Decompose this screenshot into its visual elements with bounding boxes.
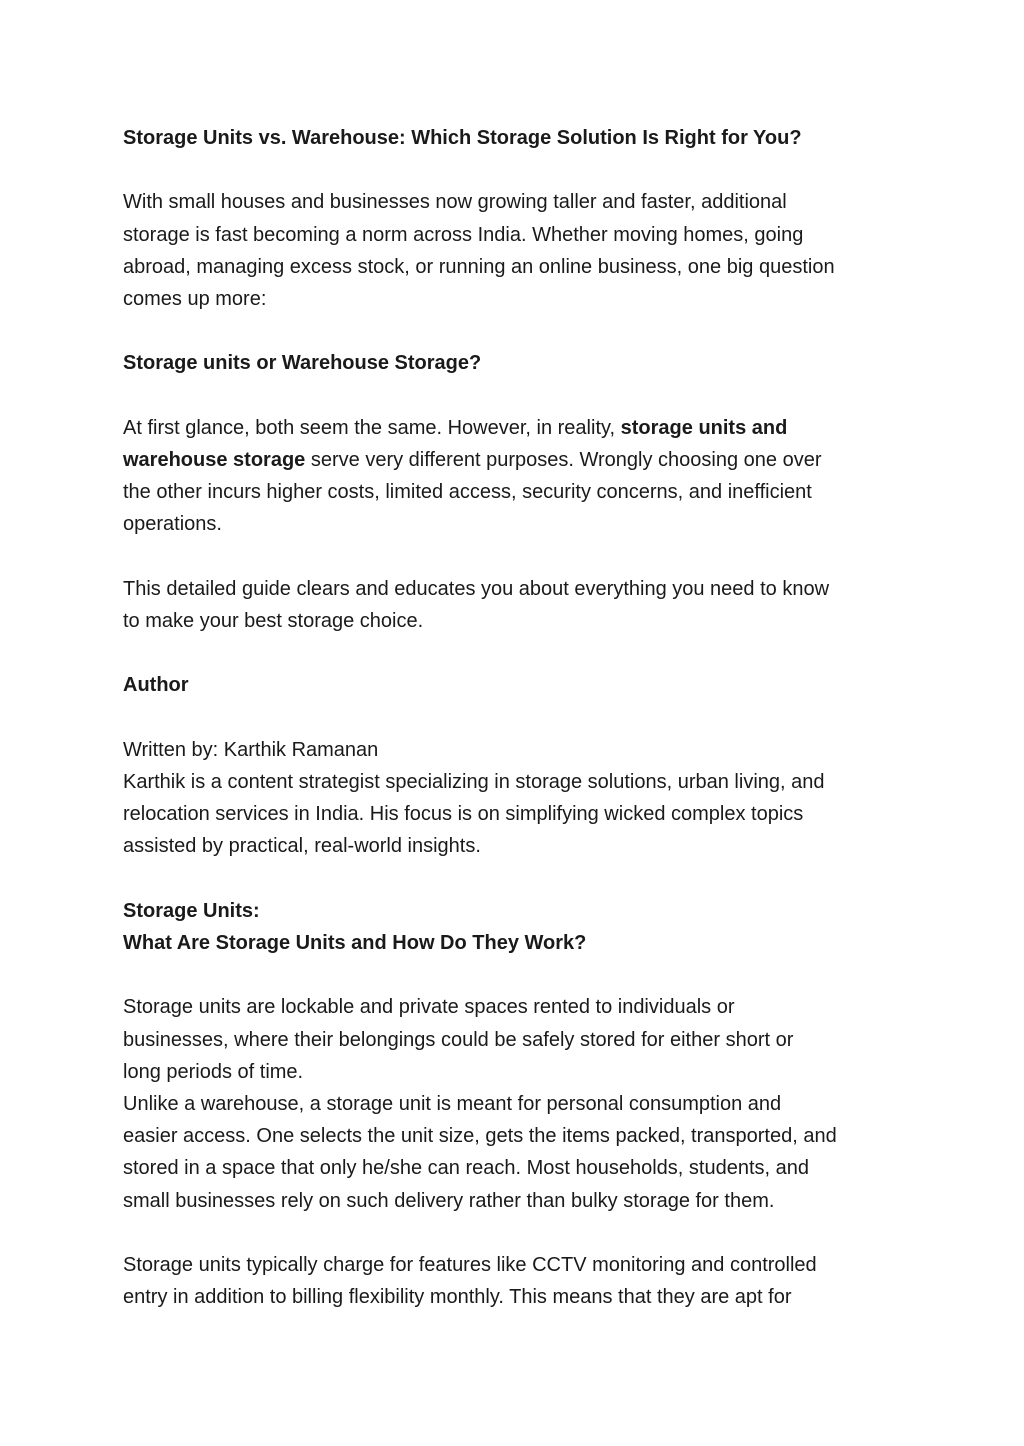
body-text: storage is fast becoming a norm across India. Whether moving homes, going <box>123 223 804 246</box>
text-line <box>123 412 891 444</box>
text-line <box>123 766 891 798</box>
text-line <box>123 508 891 540</box>
text-line <box>123 1088 891 1120</box>
bold-text: warehouse storage <box>123 448 306 471</box>
body-text: assisted by practical, real-world insights. <box>123 835 481 858</box>
body-text: the other incurs higher costs, limited access, security concerns, and inefficient <box>123 481 812 504</box>
bold-text: What Are Storage Units and How Do They Work? <box>123 931 587 954</box>
heading-block <box>123 347 891 379</box>
body-text: abroad, managing excess stock, or running an online business, one big question <box>123 255 835 278</box>
paragraph-block <box>123 991 891 1216</box>
body-text: to make your best storage choice. <box>123 609 424 632</box>
body-text: Storage units typically charge for features like CCTV monitoring and controlled <box>123 1253 817 1276</box>
body-text: With small houses and businesses now growing taller and faster, additional <box>123 191 787 214</box>
text-line <box>123 991 891 1023</box>
paragraph-block <box>123 1249 891 1313</box>
text-line <box>123 605 891 637</box>
text-line <box>123 251 891 283</box>
text-line <box>123 1249 891 1281</box>
paragraph-block <box>123 573 891 637</box>
body-text: operations. <box>123 513 222 536</box>
body-text: relocation services in India. His focus is on simplifying wicked complex topics <box>123 803 804 826</box>
body-text: serve very different purposes. Wrongly choosing one over <box>305 448 822 471</box>
text-line <box>123 347 891 379</box>
body-text: easier access. One selects the unit size, gets the items packed, transported, and <box>123 1125 837 1148</box>
text-line <box>123 1056 891 1088</box>
heading-block <box>123 895 891 959</box>
body-text: Unlike a warehouse, a storage unit is meant for personal consumption and <box>123 1092 782 1115</box>
paragraph-block <box>123 734 891 863</box>
body-text: This detailed guide clears and educates you about everything you need to know <box>123 577 830 600</box>
body-text: Storage units are lockable and private spaces rented to individuals or <box>123 996 735 1019</box>
heading-block <box>123 669 891 701</box>
body-text: entry in addition to billing flexibility monthly. This means that they are apt for <box>123 1286 792 1309</box>
body-text: Written by: Karthik Ramanan <box>123 738 379 761</box>
body-text: stored in a space that only he/she can reach. Most households, students, and <box>123 1157 809 1180</box>
body-text: long periods of time. <box>123 1060 304 1083</box>
text-line <box>123 1185 891 1217</box>
text-line <box>123 573 891 605</box>
body-text: small businesses rely on such delivery rather than bulky storage for them. <box>123 1189 775 1212</box>
text-line <box>123 798 891 830</box>
text-line <box>123 219 891 251</box>
text-line <box>123 1120 891 1152</box>
document-content <box>123 122 891 1313</box>
text-line <box>123 927 891 959</box>
paragraph-block <box>123 412 891 541</box>
text-line <box>123 186 891 218</box>
bold-text: Author <box>123 674 189 697</box>
bold-text: Storage units or Warehouse Storage? <box>123 352 482 375</box>
body-text: businesses, where their belongings could be safely stored for either short or <box>123 1028 794 1051</box>
text-line <box>123 895 891 927</box>
body-text: comes up more: <box>123 288 267 310</box>
text-line <box>123 734 891 766</box>
text-line <box>123 122 891 154</box>
bold-text: storage units and <box>620 416 788 439</box>
text-line <box>123 1281 891 1313</box>
text-line <box>123 444 891 476</box>
body-text: Karthik is a content strategist specializing in storage solutions, urban living, and <box>123 770 825 793</box>
text-line <box>123 1024 891 1056</box>
body-text: At first glance, both seem the same. However, in reality, <box>123 416 621 439</box>
bold-text: Storage Units: <box>123 899 260 922</box>
text-line <box>123 476 891 508</box>
bold-text: Storage Units vs. Warehouse: Which Storage Solution Is Right for You? <box>123 127 802 149</box>
text-line <box>123 1152 891 1184</box>
text-line <box>123 283 891 315</box>
heading-block <box>123 122 891 154</box>
text-line <box>123 830 891 862</box>
text-line <box>123 669 891 701</box>
paragraph-block <box>123 186 891 315</box>
